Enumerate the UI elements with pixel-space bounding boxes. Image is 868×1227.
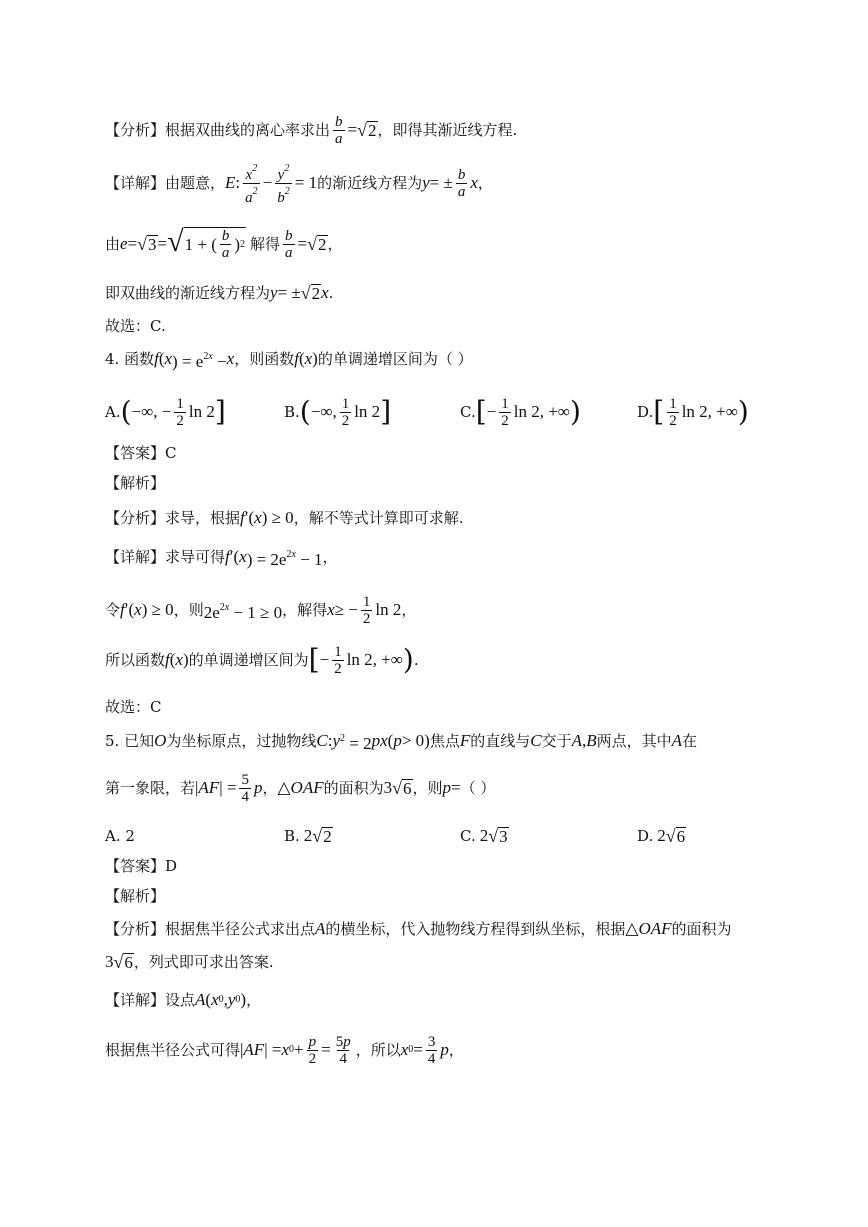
text: . — [413, 651, 419, 669]
text: ，则 — [412, 779, 443, 797]
text: 即双曲线的渐近线方程为 — [105, 284, 271, 302]
text: ，解得 — [282, 601, 328, 619]
text: 的面积为 — [323, 779, 384, 797]
text: 【详解】设点 — [105, 991, 196, 1009]
text: ， — [448, 1041, 464, 1059]
sqrt-2: √ 2 — [357, 119, 377, 140]
analysis-5: 【分析】根据焦半径公式求出点 A 的横坐标，代入抛物线方程得到纵坐标，根据 △ OAF 的面积为 — [105, 919, 732, 938]
option-label: C. — [460, 827, 476, 845]
option-5b[interactable]: B. 2 √ 2 — [284, 825, 332, 846]
text: . — [328, 284, 334, 302]
option-label: C. — [460, 403, 476, 421]
option-5a[interactable] — [105, 824, 135, 848]
fraction-y2-b2: $\frac{y^2}{b^2}$ — [277, 162, 290, 206]
detail-4-step: 令 f ′( x ) ≥ 0 ，则 $2e^{2x} - 1 \ge 0$ ，解得 x ≥ − $\frac{1}{2}$ ln 2 ， — [105, 593, 417, 627]
detail-line-2: 由 e = √ 3 = √ 1 + ( $\frac{b}{a}$ ) 2 解得 $\frac{b}{a}$ = √ 2 ， — [105, 225, 343, 261]
text: 解得 — [250, 235, 281, 253]
text: 的横坐标，代入抛物线方程得到纵坐标，根据 — [325, 920, 626, 938]
text: 为坐标原点，过抛物线 — [166, 732, 317, 750]
sqrt-2: √ 2 — [307, 233, 327, 254]
analysis-4: 【分析】求导，根据 f ′( x ) ≥ 0 ，解不等式计算即可求解. — [105, 508, 464, 527]
sqrt-expression: √ 1 + ( $\frac{b}{a}$ ) 2 — [167, 225, 246, 261]
detail-line-1: 【详解】由题意， E : $\frac{x^2}{a^2}$ − $\frac{y^2}{b^2}$ = 1 的渐近线方程为 y = ± $\frac{b}{a}$ x ， — [105, 162, 493, 206]
text: 由 — [105, 235, 121, 253]
text: ，则 — [173, 601, 204, 619]
text: ， — [327, 235, 343, 253]
text: 【分析】根据焦半径公式求出点 — [105, 920, 316, 938]
choice-4: 故选：C — [105, 698, 162, 716]
text: （ ） — [460, 779, 496, 797]
text: ， — [322, 548, 338, 566]
option-5d[interactable]: D. 2 √ 6 — [637, 825, 686, 846]
detail-4: 【详解】求导可得 f ′( x ) = $2e^{2x} - 1$ ， — [105, 547, 338, 569]
fraction-b-over-a: $\frac{b}{a}$ — [335, 113, 343, 147]
text: 在 — [682, 732, 698, 750]
detail-5: 【详解】设点 A ( x 0 , y 0 ) ， — [105, 990, 262, 1009]
text: ，解不等式计算即可求解. — [293, 509, 464, 527]
analysis-line-1: 【分析】根据双曲线的离心率求出 $\frac{b}{a}$ = √ 2 ，即得其渐近线方程. — [105, 113, 518, 147]
text: 【详解】由题意， — [105, 174, 226, 192]
question-5-line-2: 第一象限，若 | AF | = $\frac{5}{4}$ p ， △ OAF 的面积为 3 √ 6 ，则 p = （ ） — [105, 771, 496, 805]
detail-line-3: 即双曲线的渐近线方程为 y = ± √ 2 x . — [105, 282, 334, 303]
text: 的渐近线方程为 — [317, 174, 423, 192]
text: 【详解】求导可得 — [105, 548, 226, 566]
text: 第一象限，若 — [105, 779, 196, 797]
text: 的直线与 — [470, 732, 531, 750]
text: ，即得其渐近线方程. — [377, 121, 518, 139]
text: 根据焦半径公式可得 — [105, 1041, 241, 1059]
text: 4. 函数 — [105, 350, 155, 368]
option-label: B. — [284, 403, 300, 421]
text: 的单调递增区间为（ ） — [317, 350, 473, 368]
option-label: B. — [284, 827, 300, 845]
text: 5. 已知 — [105, 732, 155, 750]
choice-line: 故选：C. — [105, 317, 166, 335]
option-label: D. — [637, 403, 654, 421]
text: 【分析】求导，根据 — [105, 509, 241, 527]
analysis-5-cont: 3 √ 6 ，列式即可求出答案. — [105, 951, 274, 972]
text: 交于 — [541, 732, 572, 750]
text: ，列式即可求出答案. — [133, 953, 274, 971]
text: 两点，其中 — [596, 732, 672, 750]
detail-4-conclusion: 所以函数 f ( x ) 的单调递增区间为 [ − $\frac{1}{2}$ ln 2, +∞ ) . — [105, 643, 419, 677]
option-5c[interactable]: C. 2 √ 3 — [460, 825, 508, 846]
option-label: A. 2 — [105, 827, 135, 845]
text: 焦点 — [429, 732, 460, 750]
detail-5-step: 根据焦半径公式可得 | AF | = x 0 + $\frac{p}{2}$ = $\frac{5p}{4}$ ，所以 x 0 = $\frac{3}{4}$ p ， — [105, 1033, 464, 1067]
option-b[interactable]: B. ( −∞, $\frac{1}{2}$ ln 2 ] — [284, 395, 392, 429]
text: 令 — [105, 601, 121, 619]
text: 的单调递增区间为 — [188, 651, 309, 669]
question-4: 4. 函数 f ( x ) = $e^{2x}$ − x ，则函数 f ( x ) 的单调递增区间为（ ） — [105, 349, 473, 371]
text: 【分析】根据双曲线的离心率求出 — [105, 121, 331, 139]
text: 的面积为 — [671, 920, 732, 938]
fraction-b-over-a: $\frac{b}{a}$ — [457, 166, 466, 200]
option-label: A. — [105, 403, 121, 421]
text: ， — [477, 174, 493, 192]
option-label: D. — [637, 827, 654, 845]
answer-5: 【答案】D — [105, 857, 178, 875]
text: ，所以 — [355, 1041, 401, 1059]
sqrt-2: √ 2 — [300, 282, 321, 303]
option-c[interactable]: C. [ − $\frac{1}{2}$ ln 2, +∞ ) — [460, 395, 581, 429]
text: ， — [401, 601, 417, 619]
analysis-header-4: 【解析】 — [105, 474, 166, 492]
text: ，则函数 — [234, 350, 295, 368]
text: ， — [262, 779, 278, 797]
fraction-b-over-a: $\frac{b}{a}$ — [285, 227, 293, 261]
question-5-line-1: 5. 已知 O 为坐标原点，过抛物线 C : y $^2$ = 2 px ( p > 0) 焦点 F 的直线与 C 交于 A , B 两点，其中 A 在 — [105, 731, 698, 753]
analysis-header-5: 【解析】 — [105, 887, 166, 905]
text: 所以函数 — [105, 651, 166, 669]
option-d[interactable]: D. [ $\frac{1}{2}$ ln 2, +∞ ) — [637, 395, 749, 429]
text: ， — [246, 991, 262, 1009]
answer-4: 【答案】C — [105, 444, 177, 462]
fraction-x2-a2: $\frac{x^2}{a^2}$ — [245, 162, 258, 206]
sqrt-3: √ 3 — [137, 233, 157, 254]
option-a[interactable]: A. ( −∞, − $\frac{1}{2}$ ln 2 ] — [105, 395, 226, 429]
